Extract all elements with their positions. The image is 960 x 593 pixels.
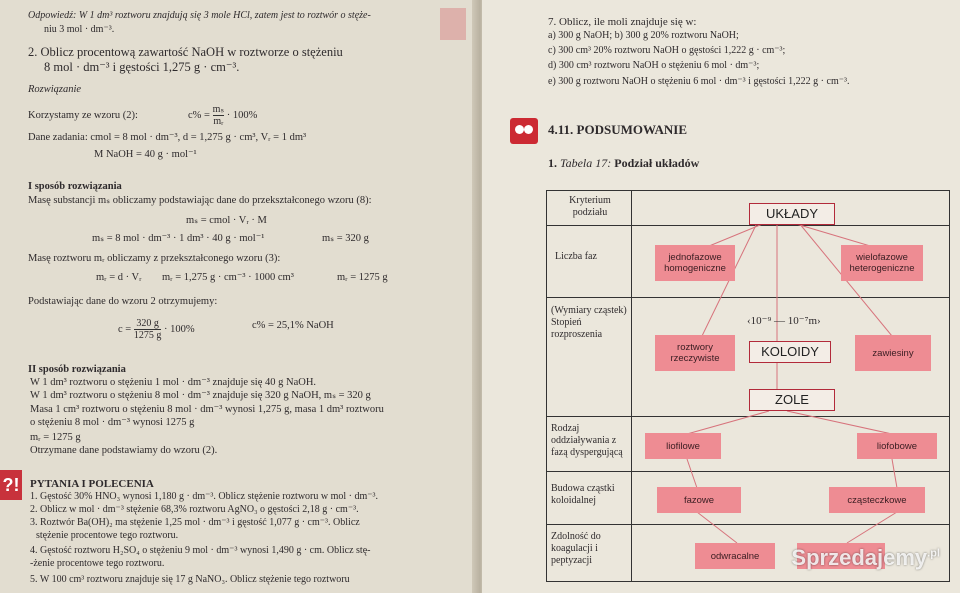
odwracalne-box: odwracalne — [695, 543, 775, 569]
criterion-phases: Liczba faz — [555, 251, 597, 262]
method-1-fraction: c = $\frac{320 g}{1275 g}$ · 100% — [118, 318, 195, 341]
section-heading: 4.11. PODSUMOWANIE — [548, 122, 688, 137]
zawiesiny-box: zawiesiny — [855, 335, 931, 371]
task-7-item: a) 300 g NaOH; b) 300 g 20% roztworu NaOH; — [548, 30, 739, 41]
koloidy-box: KOLOIDY — [749, 341, 831, 363]
criterion-structure: Budowa cząstki koloidalnej — [551, 483, 615, 506]
question-item: 3. Roztwór Ba(OH)₂ ma stężenie 1,25 mol · dm⁻³ i gęstość 1,077 g · cm⁻³. Oblicz — [30, 517, 360, 528]
roztwory-box: roztwory rzeczywiste — [655, 335, 735, 371]
method-2-line: Otrzymane dane podstawiamy do wzoru (2). — [30, 445, 218, 456]
left-page — [0, 0, 478, 593]
method-1-heading: I sposób rozwiązania — [28, 181, 122, 192]
criterion-header: Kryterium podziału — [569, 195, 611, 218]
table-caption: 1. Tabela 17: Podział układów — [548, 156, 700, 170]
criterion-coagulation: Zdolność do koagulacji i peptyzacji — [551, 531, 601, 566]
task-2-line-1: 2. Oblicz procentową zawartość NaOH w roztworze o stężeniu — [28, 45, 343, 59]
question-item: 1. Gęstość 30% HNO₃ wynosi 1,180 g · dm⁻³. Oblicz stężenie roztworu w mol · dm⁻³. — [30, 491, 379, 502]
task-7-title: 7. Oblicz, ile moli znajduje się w: — [548, 16, 697, 28]
questions-icon: ?! — [0, 470, 22, 500]
method-1-eq-1: mₛ = cmol · Vᵣ · M — [186, 215, 267, 226]
question-item: 4. Gęstość roztworu H₂SO₄ o stężeniu 9 mol · dm⁻³ wynosi 1,490 g · cm. Oblicz stę- — [30, 545, 371, 556]
method-1-text-2: Masę roztworu mᵣ obliczamy z przekształconego wzoru (3): — [28, 253, 281, 264]
task-2-line-2: 8 mol · dm⁻³ i gęstości 1,275 g · cm⁻³. — [44, 60, 240, 74]
jednofazowe-box: jednofazowe homogeniczne — [655, 245, 735, 281]
task-7-item: c) 300 cm³ 20% roztworu NaOH o gęstości 1,222 g · cm⁻³; — [548, 45, 786, 56]
watermark-logo: Sprzedajemy$^{.pl}$ — [791, 545, 940, 570]
task-7-item: e) 300 g roztworu NaOH o stężeniu 6 mol · dm⁻³ i gęstości 1,222 g · cm⁻³. — [548, 76, 850, 87]
task-7-item: d) 300 cm³ roztworu NaOH o stężeniu 6 mol · dm⁻³; — [548, 60, 760, 71]
criterion-interaction: Rodzaj oddziaływania z fazą dyspergującą — [551, 423, 623, 458]
wielofazowe-box: wielofazowe heterogeniczne — [841, 245, 923, 281]
size-range-label: ‹10⁻⁹ — 10⁻⁷m› — [747, 315, 821, 327]
method-2-line: o stężeniu 8 mol · dm⁻³ wynosi 1275 g — [30, 417, 195, 428]
liofilowe-box: liofilowe — [645, 433, 721, 459]
method-1-eq-3: mᵣ = d · Vᵣ — [96, 272, 142, 283]
question-item: -żenie procentowe tego roztworu. — [30, 558, 165, 569]
czasteczkowe-box: cząsteczkowe — [829, 487, 925, 513]
given-data: Dane zadania: cmol = 8 mol · dm⁻³, d = 1,275 g · cm³, Vᵣ = 1 dm³ — [28, 132, 307, 143]
method-1-eq-3c: mᵣ = 1275 g — [337, 272, 388, 283]
classification-table — [546, 190, 950, 582]
formula: c% = $\frac{\text{mₛ}}{\text{mᵣ}}$ · 100% — [188, 104, 258, 127]
zole-box: ZOLE — [749, 389, 835, 411]
method-2-line: W 1 dm³ roztworu o stężeniu 1 mol · dm⁻³ znajduje się 40 g NaOH. — [30, 377, 317, 388]
answer-line-2: niu 3 mol · dm⁻³. — [44, 24, 115, 35]
uklady-box: UKŁADY — [749, 203, 835, 225]
criterion-dispersion: (Wymiary cząstek) Stopień rozproszenia — [551, 305, 627, 340]
question-item: stężenie procentowe tego roztworu. — [36, 530, 179, 541]
method-2-line: mᵣ = 1275 g — [30, 432, 81, 443]
formula-intro: Korzystamy ze wzoru (2): — [28, 110, 138, 121]
question-item: 2. Oblicz w mol · dm⁻³ stężenie 68,3% roztworu AgNO₃ o gęstości 2,18 g · cm⁻³. — [30, 504, 359, 515]
liofobowe-box: liofobowe — [857, 433, 937, 459]
solution-heading: Rozwiązanie — [28, 84, 82, 95]
section-icon — [510, 118, 538, 144]
method-2-heading: II sposób rozwiązania — [28, 364, 126, 375]
answer-line: Odpowiedź: W 1 dm³ roztworu znajdują się 3 mole HCl, zatem jest to roztwór o stęże- — [28, 10, 371, 21]
fazowe-box: fazowe — [657, 487, 741, 513]
method-2-line: Masa 1 cm³ roztworu o stężeniu 8 mol · dm⁻³ wynosi 1,275 g, masa 1 dm³ roztworu — [30, 404, 384, 415]
questions-heading: PYTANIA I POLECENIA — [30, 478, 154, 490]
method-1-eq-2b: mₛ = 320 g — [322, 233, 369, 244]
molar-mass: M NaOH = 40 g · mol⁻¹ — [94, 149, 197, 160]
method-2-line: W 1 dm³ roztworu o stężeniu 8 mol · dm⁻³ znajduje się 320 g NaOH, mₛ = 320 g — [30, 390, 371, 401]
method-1-eq-2: mₛ = 8 mol · dm⁻³ · 1 dm³ · 40 g · mol⁻¹ — [92, 233, 265, 244]
question-item: 5. W 100 cm³ roztworu znajduje się 17 g NaNO₃. Oblicz stężenie tego roztworu — [30, 574, 350, 585]
method-1-text-1: Masę substancji mₛ obliczamy podstawiając dane do przekształconego wzoru (8): — [28, 195, 372, 206]
method-1-text-3: Podstawiając dane do wzoru 2 otrzymujemy: — [28, 296, 218, 307]
method-1-eq-3b: mᵣ = 1,275 g · cm⁻³ · 1000 cm³ — [162, 272, 294, 283]
page-edge-tab — [440, 8, 466, 40]
method-1-result: c% = 25,1% NaOH — [252, 320, 334, 331]
